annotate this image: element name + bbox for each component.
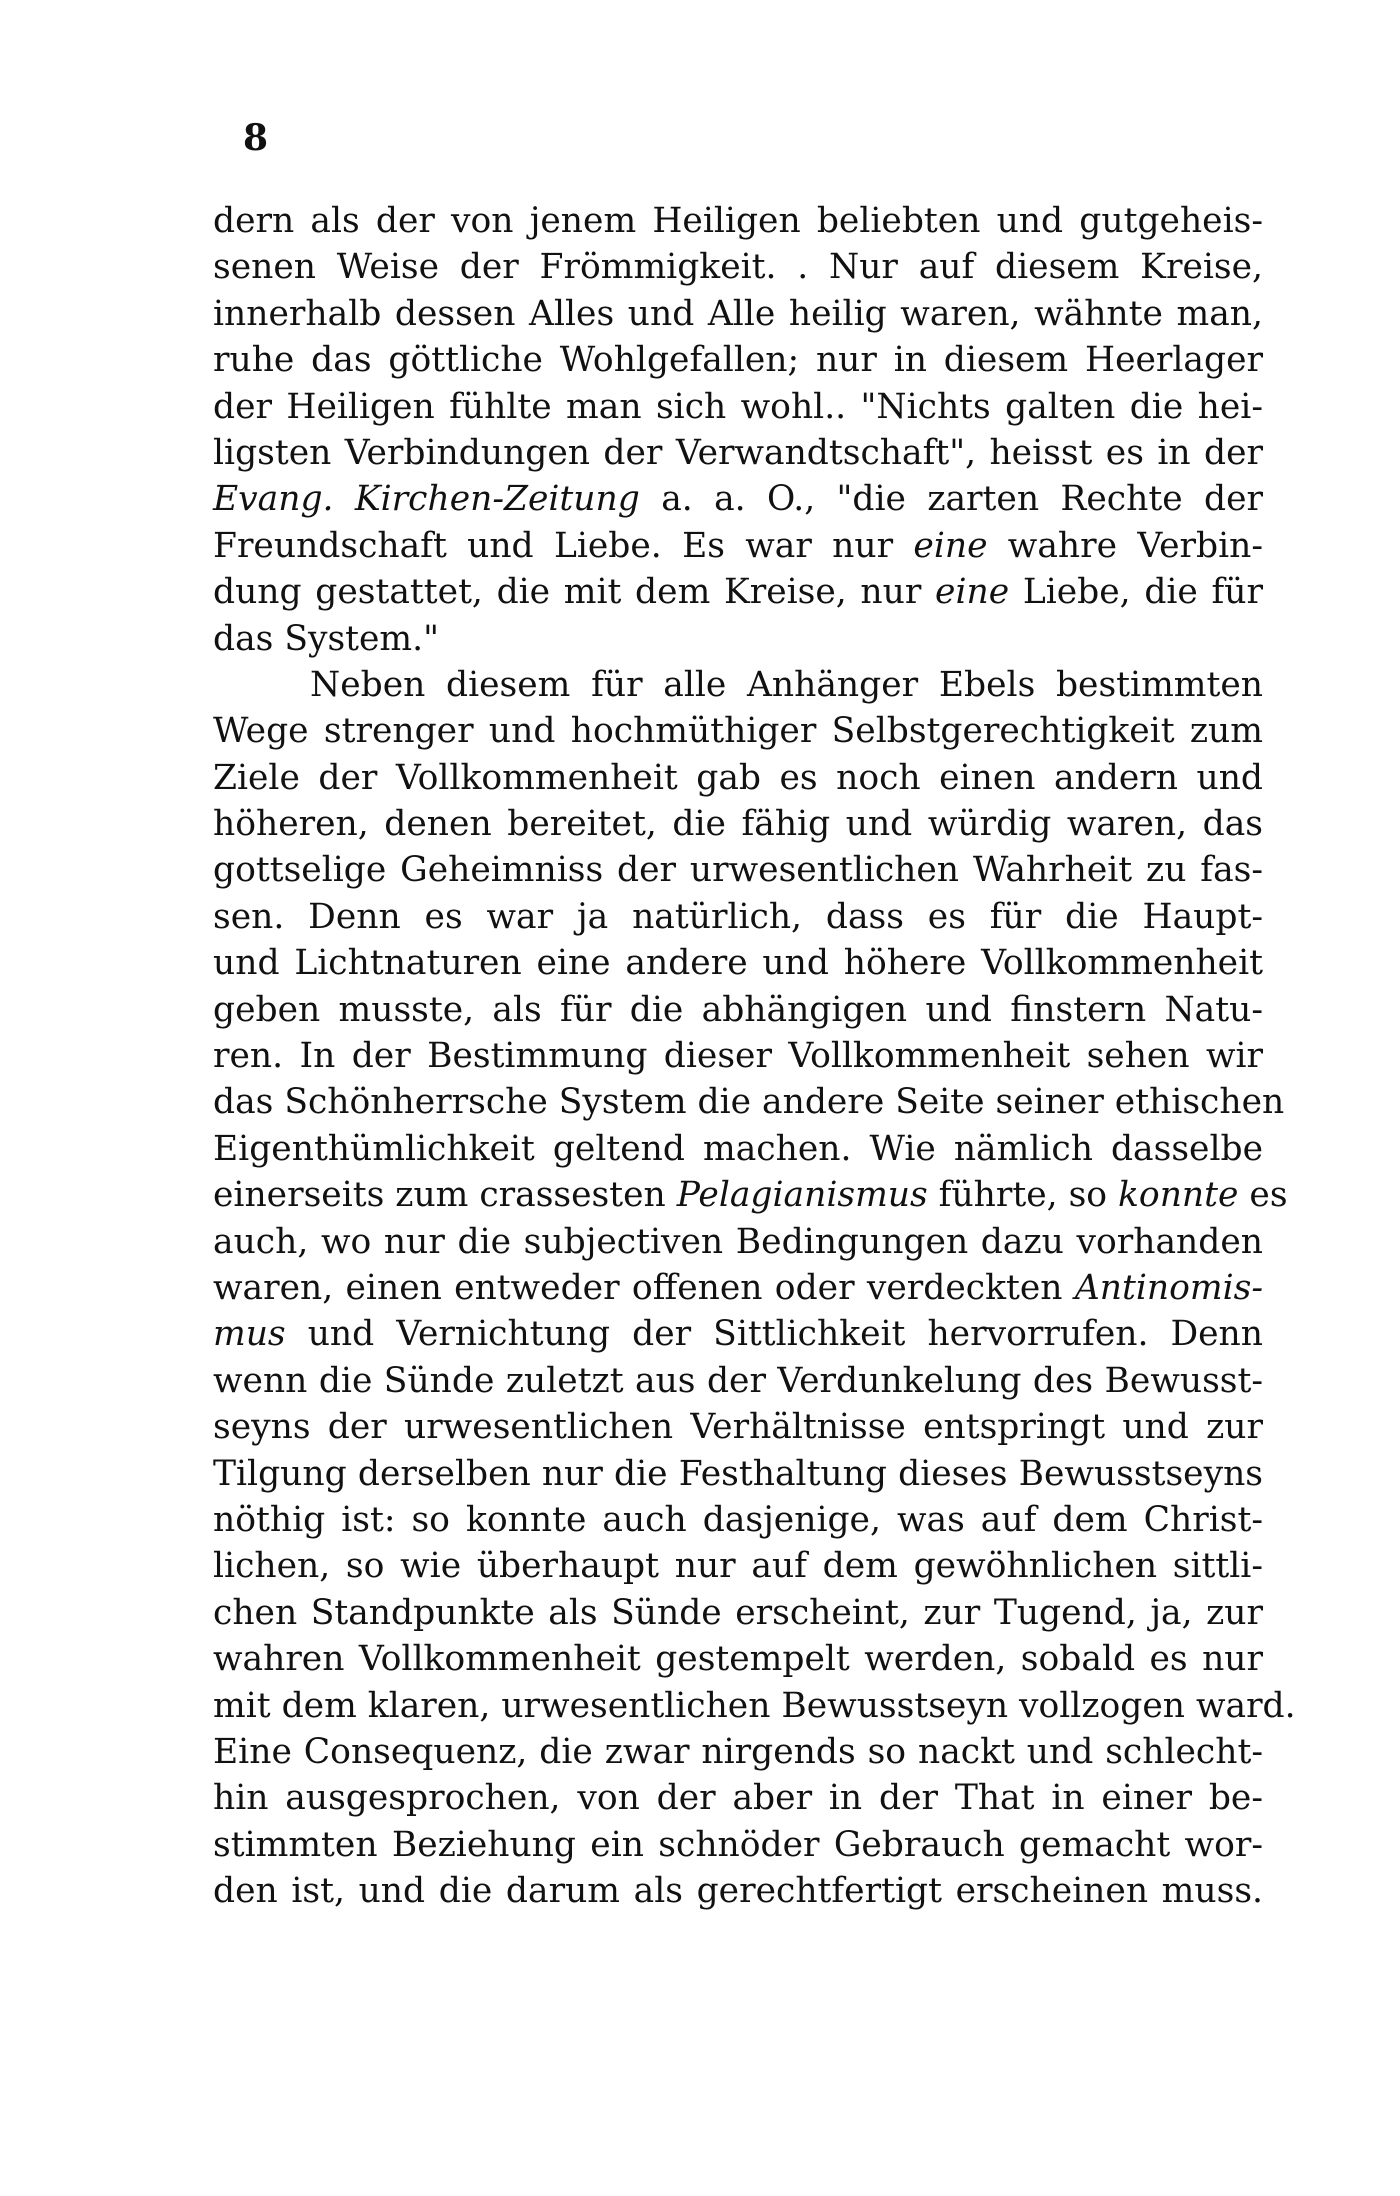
text-segment: senen Weise der Frömmigkeit. . Nur auf diesem Kreise,	[213, 247, 1263, 288]
text-line	[213, 801, 1263, 847]
text-line	[213, 662, 1263, 708]
text-line	[213, 1404, 1263, 1450]
text-line	[213, 523, 1263, 569]
text-segment: chen Standpunkte als Sünde erscheint, zur Tugend, ja, zur	[213, 1592, 1263, 1633]
text-line	[213, 1033, 1263, 1079]
text-line	[213, 1822, 1263, 1868]
italic-text: konnte	[1118, 1175, 1239, 1216]
text-line	[213, 384, 1263, 430]
text-line	[213, 291, 1263, 337]
text-segment: den ist, und die darum als gerechtfertigt erscheinen muss.	[213, 1871, 1263, 1912]
text-segment: seyns der urwesentlichen Verhältnisse entspringt und zur	[213, 1407, 1263, 1448]
text-segment: ruhe das göttliche Wohlgefallen; nur in diesem Heerlager	[213, 340, 1263, 381]
text-line	[213, 337, 1263, 383]
text-segment: waren, einen entweder offenen oder verdeckten	[213, 1267, 1075, 1308]
text-line	[213, 1729, 1263, 1775]
italic-text: Evang. Kirchen-Zeitung	[213, 479, 640, 520]
text-line	[213, 1775, 1263, 1821]
italic-text: mus	[213, 1314, 286, 1355]
text-line	[213, 1543, 1263, 1589]
text-segment: Neben diesem für alle Anhänger Ebels bestimmten	[310, 664, 1263, 705]
text-segment: höheren, denen bereitet, die fähig und würdig waren, das	[213, 804, 1263, 845]
text-line	[213, 569, 1263, 615]
text-segment: auch, wo nur die subjectiven Bedingungen dazu vorhanden	[213, 1221, 1263, 1262]
text-segment: Freundschaft und Liebe. Es war nur	[213, 525, 914, 566]
text-segment: und Vernichtung der Sittlichkeit hervorrufen. Denn	[285, 1314, 1263, 1355]
text-line	[213, 847, 1263, 893]
text-segment: führte, so	[927, 1175, 1119, 1216]
body-text	[213, 198, 1296, 1914]
text-line	[213, 198, 1263, 244]
text-segment: Tilgung derselben nur die Festhaltung dieses Bewusstseyns	[213, 1453, 1263, 1494]
text-line	[213, 1079, 1285, 1125]
text-segment: Eine Consequenz, die zwar nirgends so nackt und schlecht-	[213, 1731, 1263, 1772]
text-segment: das System."	[213, 618, 439, 659]
text-segment: innerhalb dessen Alles und Alle heilig waren, wähnte man,	[213, 293, 1263, 334]
italic-text: eine	[913, 525, 988, 566]
text-segment: dern als der von jenem Heiligen beliebten und gutgeheis-	[213, 201, 1263, 241]
text-line	[213, 894, 1263, 940]
text-line	[213, 1219, 1263, 1265]
text-line	[213, 1265, 1263, 1311]
text-line	[213, 476, 1263, 522]
text-segment: einerseits zum crassesten	[213, 1175, 677, 1216]
text-segment: der Heiligen fühlte man sich wohl.. "Nichts galten die hei-	[213, 386, 1263, 427]
text-segment: a. a. O., "die zarten Rechte der	[639, 479, 1263, 520]
text-line	[213, 244, 1263, 290]
text-segment: es	[1238, 1175, 1288, 1216]
text-line	[213, 1172, 1288, 1218]
text-line	[213, 755, 1263, 801]
text-line	[213, 616, 1263, 662]
text-line	[213, 1451, 1263, 1497]
text-line	[213, 940, 1263, 986]
text-line	[213, 430, 1263, 476]
text-segment: ligsten Verbindungen der Verwandtschaft", heisst es in der	[213, 432, 1263, 473]
text-segment: ren. In der Bestimmung dieser Vollkommenheit sehen wir	[213, 1036, 1263, 1077]
italic-text: Pelagianismus	[676, 1175, 928, 1216]
text-line	[213, 1683, 1296, 1729]
text-segment: wenn die Sünde zuletzt aus der Verdunkelung des Bewusst-	[213, 1360, 1263, 1401]
text-line	[213, 708, 1263, 754]
text-segment: Eigenthümlichkeit geltend machen. Wie nämlich dasselbe	[213, 1128, 1263, 1169]
text-line	[213, 1590, 1263, 1636]
text-segment: Liebe, die für	[1009, 572, 1264, 613]
text-segment: gottselige Geheimniss der urwesentlichen Wahrheit zu fas-	[213, 850, 1263, 891]
text-segment: das Schönherrsche System die andere Seite seiner ethischen	[213, 1082, 1285, 1123]
page-number: 8	[243, 117, 269, 159]
text-segment: Ziele der Vollkommenheit gab es noch einen andern und	[213, 757, 1263, 798]
text-segment: Wege strenger und hochmüthiger Selbstgerechtigkeit zum	[213, 711, 1263, 752]
text-line	[213, 1126, 1263, 1172]
text-segment: dung gestattet, die mit dem Kreise, nur	[213, 572, 936, 613]
text-segment: wahre Verbin-	[987, 525, 1263, 566]
text-segment: geben musste, als für die abhängigen und finstern Natu-	[213, 989, 1263, 1030]
text-line	[213, 1358, 1263, 1404]
text-segment: sen. Denn es war ja natürlich, dass es für die Haupt-	[213, 896, 1263, 937]
text-segment: und Lichtnaturen eine andere und höhere Vollkommenheit	[213, 943, 1263, 984]
text-line	[213, 1636, 1263, 1682]
text-segment: lichen, so wie überhaupt nur auf dem gewöhnlichen sittli-	[213, 1546, 1263, 1587]
text-line	[213, 987, 1263, 1033]
italic-text: Antinomis-	[1074, 1267, 1263, 1308]
text-segment: nöthig ist: so konnte auch dasjenige, was auf dem Christ-	[213, 1499, 1263, 1540]
text-segment: mit dem klaren, urwesentlichen Bewusstseyn vollzogen ward.	[213, 1685, 1296, 1726]
text-segment: stimmten Beziehung ein schnöder Gebrauch gemacht wor-	[213, 1824, 1263, 1865]
text-line	[213, 1868, 1263, 1914]
text-line	[213, 1311, 1263, 1357]
text-segment: hin ausgesprochen, von der aber in der That in einer be-	[213, 1778, 1263, 1819]
italic-text: eine	[935, 572, 1010, 613]
text-line	[213, 1497, 1263, 1543]
text-segment: wahren Vollkommenheit gestempelt werden, sobald es nur	[213, 1639, 1263, 1680]
